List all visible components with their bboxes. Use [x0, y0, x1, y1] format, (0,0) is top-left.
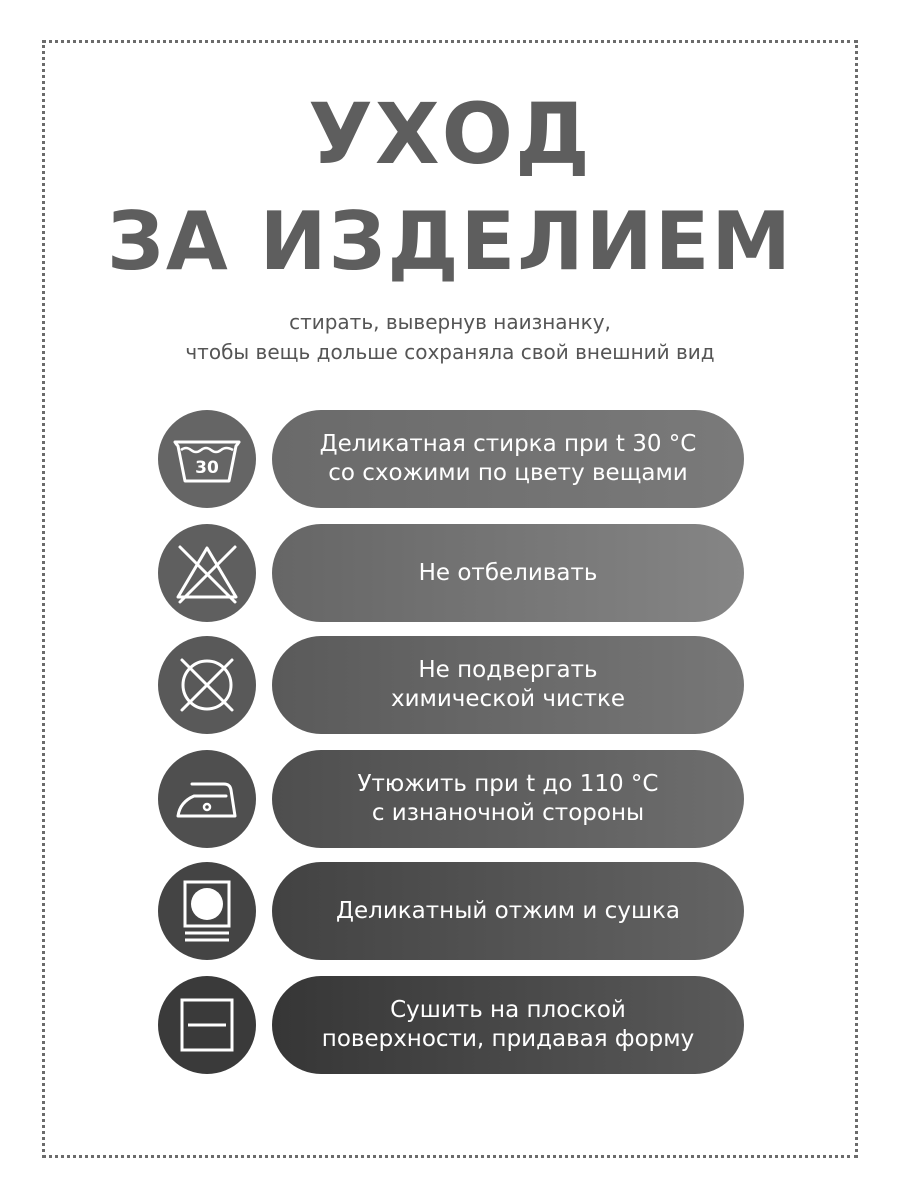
care-item-dry-flat [158, 976, 748, 1076]
care-instruction-pill [272, 750, 744, 848]
care-item-bleach [158, 524, 748, 624]
dry-flat-icon [158, 976, 256, 1074]
tumble-dry-gentle-icon [158, 862, 256, 960]
care-instruction-line: со схожими по цвету вещами [328, 460, 688, 486]
subtitle-line-2: чтобы вещь дольше сохраняла свой внешний вид [185, 340, 715, 364]
no-dry-clean-icon [158, 636, 256, 734]
care-item-tumble-dry [158, 862, 748, 962]
care-instruction-line: Не отбеливать [418, 559, 598, 586]
page-title-line-2: ЗА ИЗДЕЛИЕМ [107, 195, 793, 288]
care-instruction-line: Сушить на плоской [390, 997, 626, 1023]
care-instruction-pill [272, 636, 744, 734]
care-instruction-line: Утюжить при t до 110 °C [357, 771, 659, 797]
care-instruction-pill [272, 524, 744, 622]
care-instruction-pill [272, 410, 744, 508]
subtitle-line-1: стирать, вывернув наизнанку, [289, 310, 611, 334]
iron-low-icon [158, 750, 256, 848]
wash-30-icon [158, 410, 256, 508]
care-item-dry-clean [158, 636, 748, 736]
no-bleach-icon [158, 524, 256, 622]
care-item-wash [158, 410, 748, 510]
care-instruction-pill [272, 976, 744, 1074]
care-item-iron [158, 750, 748, 850]
care-instruction-line: Деликатный отжим и сушка [336, 897, 680, 924]
page-title-line-1: УХОД [308, 85, 592, 183]
wash-temperature-label: 30 [195, 458, 219, 478]
care-instruction-line: Деликатная стирка при t 30 °C [319, 431, 697, 457]
care-instruction-line: Не подвергать [418, 657, 598, 683]
care-instruction-line: поверхности, придавая форму [321, 1026, 695, 1052]
care-instruction-pill [272, 862, 744, 960]
care-instruction-line: с изнаночной стороны [371, 800, 645, 826]
care-instruction-line: химической чистке [390, 686, 626, 712]
